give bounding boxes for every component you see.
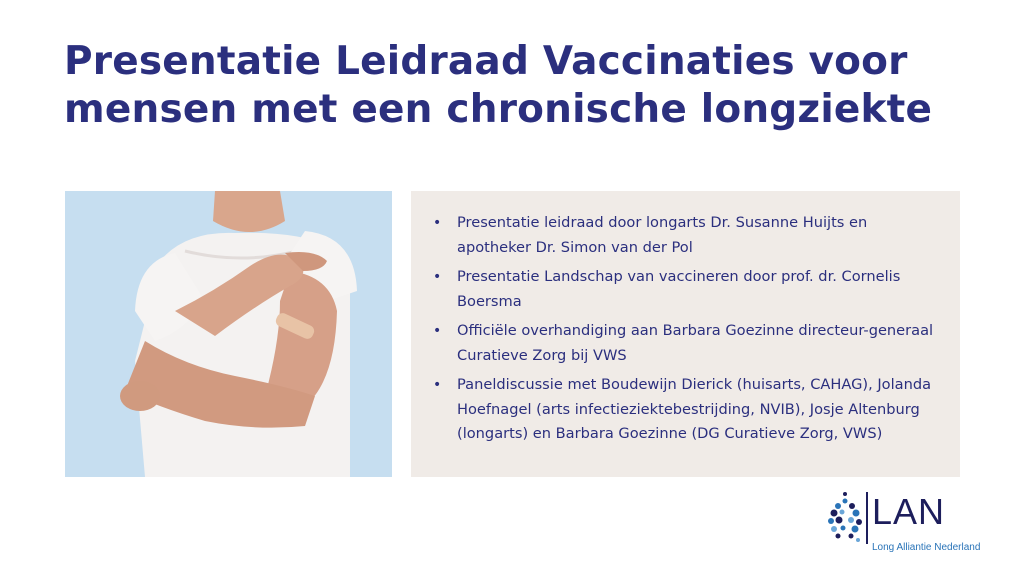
slide-title-line-2: mensen met een chronische longziekte xyxy=(64,87,933,132)
lung-dots-icon xyxy=(826,488,864,548)
agenda-item-landschap: • Presentatie Landschap van vaccineren door prof. dr. Cornelis Boersma xyxy=(433,265,940,314)
lan-logo xyxy=(826,488,996,558)
logo-name: LAN xyxy=(872,491,946,532)
logo-subtitle: Long Alliantie Nederland xyxy=(872,542,981,553)
agenda-list xyxy=(433,211,940,447)
woman-with-plaster-on-arm-icon xyxy=(65,191,392,477)
logo-divider xyxy=(866,492,868,544)
slide-title-line-1: Presentatie Leidraad Vaccinaties voor xyxy=(64,39,908,84)
agenda-item-paneldiscussie: • Paneldiscussie met Boudewijn Dierick (huisarts, CAHAG), Jolanda Hoefnagel (arts infectieziektebestrijding, NVIB), Josje Altenburg (longarts) en Barbara Goezinne (DG Curatieve Zorg, VWS) xyxy=(433,373,940,447)
agenda-item-leidraad: • Presentatie leidraad door longarts Dr. Susanne Huijts en apotheker Dr. Simon van der Pol xyxy=(433,211,940,260)
agenda-item-overhandiging: • Officiële overhandiging aan Barbara Goezinne directeur-generaal Curatieve Zorg bij VWS xyxy=(433,319,940,368)
slide-title xyxy=(64,38,994,134)
agenda-panel xyxy=(411,191,960,477)
woman-vaccination-photo xyxy=(65,191,392,477)
